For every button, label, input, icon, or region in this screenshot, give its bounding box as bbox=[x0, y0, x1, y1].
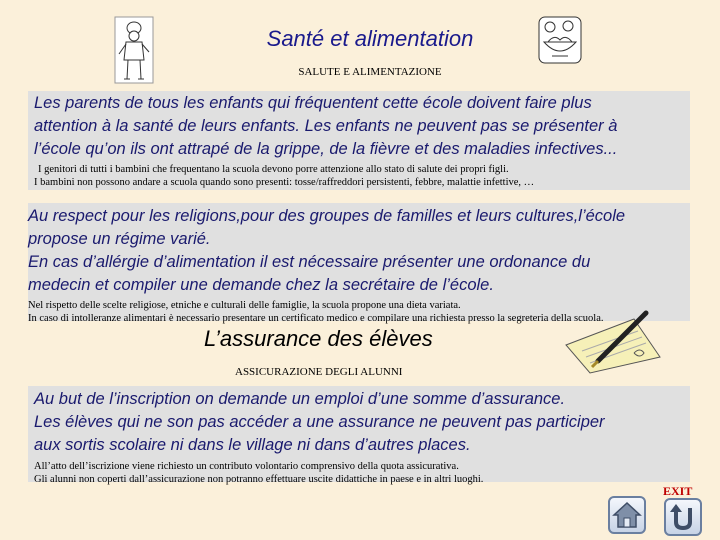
text-line: attention à la santé de leurs enfants. Les enfants ne peuvent pas se présenter à bbox=[34, 117, 618, 135]
text-line: medecin et compiler une demande chez la secrétaire de l’école. bbox=[28, 276, 494, 294]
text-line: Les parents de tous les enfants qui fréquentent cette école doivent faire plus bbox=[34, 94, 592, 112]
health-panel bbox=[28, 91, 690, 190]
text-line: l’école qu’on ils ont attrapé de la grippe, de la fièvre et des maladies infectives... bbox=[34, 140, 618, 158]
text-line: En cas d’allérgie d’alimentation il est nécessaire présenter une ordonance du bbox=[28, 253, 591, 271]
return-icon bbox=[666, 500, 700, 534]
pen-and-paper-icon bbox=[560, 305, 666, 375]
insurance-panel bbox=[28, 386, 690, 485]
page-title: Santé et alimentation bbox=[266, 26, 474, 51]
text-line: Gli alunni non coperti dall’assicurazione non potranno effettuare uscite didattiche in paese e in altri luoghi. bbox=[34, 474, 484, 485]
diet-panel bbox=[28, 203, 690, 324]
insurance-subtitle: ASSICURAZIONE DEGLI ALUNNI bbox=[235, 366, 403, 378]
insurance-text-fr bbox=[34, 388, 684, 457]
text-line: Au respect pour les religions,pour des groupes de familles et leurs cultures,l’école bbox=[28, 207, 626, 225]
text-line: Au but de l’inscription on demande un emploi d’une somme d’assurance. bbox=[34, 390, 566, 408]
text-line: I genitori di tutti i bambini che frequentano la scuola devono porre attenzione allo stato di salute dei propri figli. bbox=[38, 164, 509, 175]
text-line: aux sortis scolaire ni dans le village ni dans d’autres places. bbox=[34, 436, 471, 454]
exit-label[interactable]: EXIT bbox=[663, 484, 693, 498]
page-subtitle: SALUTE E ALIMENTAZIONE bbox=[298, 66, 442, 78]
insurance-text-it bbox=[34, 460, 684, 486]
diet-text-fr bbox=[28, 205, 690, 297]
text-line: I bambini non possono andare a scuola quando sono presenti: tosse/raffreddori persistenti, febbre, malattie infettive, … bbox=[34, 177, 535, 188]
health-text-it bbox=[34, 163, 684, 189]
text-line: Les élèves qui ne son pas accéder a une assurance ne peuvent pas participer bbox=[34, 413, 605, 431]
insurance-title: L’assurance des élèves bbox=[204, 326, 433, 351]
text-line: propose un régime varié. bbox=[28, 230, 211, 248]
text-line: All’atto dell’iscrizione viene richiesto un contributo volontario comprensivo della quota assicurativa. bbox=[34, 461, 459, 472]
health-text-fr bbox=[34, 92, 684, 161]
text-line: Nel rispetto delle scelte religiose, etniche e culturali delle famiglie, la scuola propone una dieta variata. bbox=[28, 300, 461, 311]
text-line: In caso di intolleranze alimentari è necessario presentare un certificato medico e compilare una richiesta presso la segreteria della scuola. bbox=[28, 313, 604, 324]
return-button[interactable] bbox=[664, 498, 702, 536]
home-button[interactable] bbox=[608, 496, 646, 534]
home-icon bbox=[610, 498, 644, 532]
